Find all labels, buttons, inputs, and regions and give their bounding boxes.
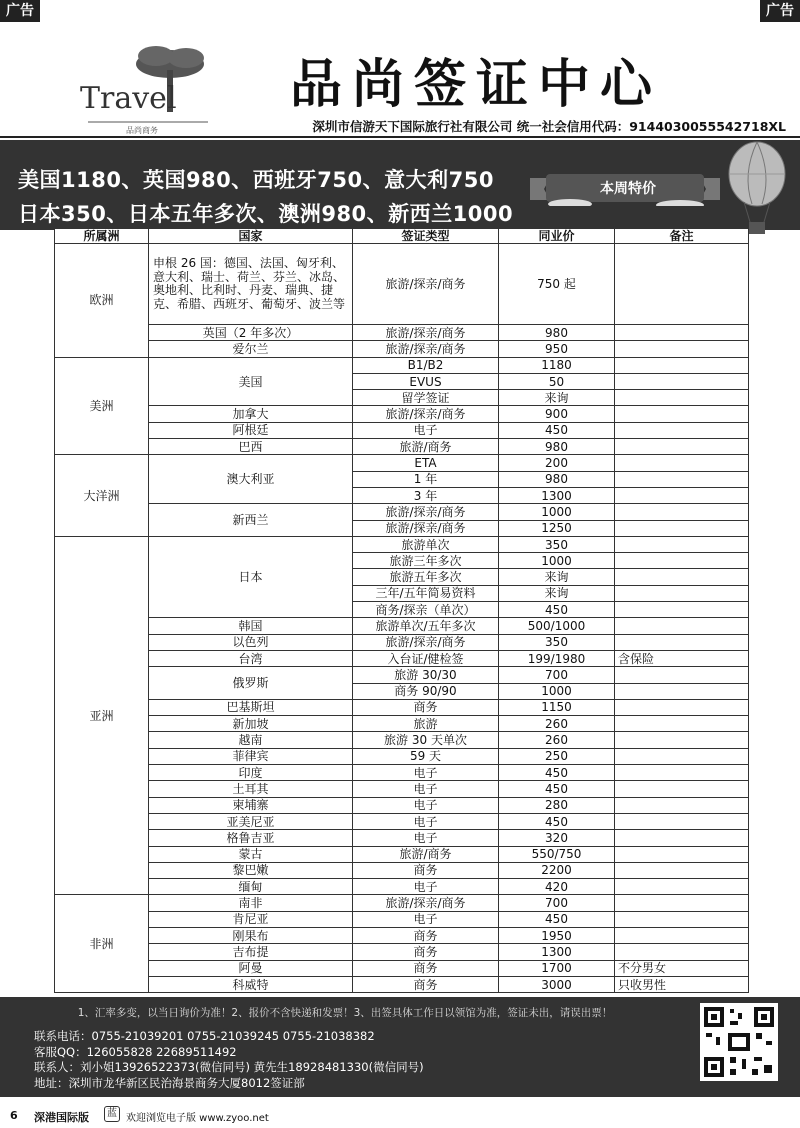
- header-price: 同业价: [499, 229, 615, 244]
- type-cell: 电子: [353, 781, 499, 797]
- ad-label-right: 广告: [760, 0, 800, 22]
- remark-cell: [615, 781, 749, 797]
- price-cell: 50: [499, 373, 615, 389]
- price-cell: 980: [499, 439, 615, 455]
- remark-cell: 只收男性: [615, 976, 749, 992]
- remark-cell: [615, 927, 749, 943]
- table-row: [55, 830, 749, 846]
- contact-block: [34, 1029, 424, 1091]
- remark-cell: [615, 406, 749, 422]
- type-cell: 旅游 30 天单次: [353, 732, 499, 748]
- table-row: [55, 960, 749, 976]
- remark-cell: [615, 244, 749, 325]
- header: [0, 22, 800, 138]
- header-country: 国家: [149, 229, 353, 244]
- continent-cell: 欧洲: [55, 244, 149, 358]
- price-cell: 350: [499, 634, 615, 650]
- table-row: [55, 911, 749, 927]
- country-cell: 韩国: [149, 618, 353, 634]
- country-cell: 巴西: [149, 439, 353, 455]
- type-cell: 旅游 30/30: [353, 667, 499, 683]
- price-cell: 1000: [499, 683, 615, 699]
- price-cell: 200: [499, 455, 615, 471]
- table-row: [55, 422, 749, 438]
- type-cell: 旅游/探亲/商务: [353, 634, 499, 650]
- type-cell: 旅游单次: [353, 536, 499, 552]
- price-cell: 700: [499, 667, 615, 683]
- country-cell: 格鲁吉亚: [149, 830, 353, 846]
- continent-cell: 非洲: [55, 895, 149, 993]
- remark-cell: [615, 699, 749, 715]
- type-cell: 电子: [353, 797, 499, 813]
- price-cell: 550/750: [499, 846, 615, 862]
- country-cell: 俄罗斯: [149, 667, 353, 700]
- table-row: [55, 667, 749, 683]
- type-cell: 三年/五年简易资料: [353, 585, 499, 601]
- edition-label: 深港国际版: [34, 1111, 89, 1124]
- price-cell: 来询: [499, 390, 615, 406]
- table-row: [55, 813, 749, 829]
- type-cell: 商务/探亲（单次）: [353, 602, 499, 618]
- type-cell: 电子: [353, 422, 499, 438]
- table-row: [55, 244, 749, 325]
- type-cell: 旅游/商务: [353, 439, 499, 455]
- remark-cell: 含保险: [615, 650, 749, 666]
- remark-cell: [615, 520, 749, 536]
- publication-mark-icon: 蓝: [104, 1106, 120, 1122]
- logo-sub: 品尚商务: [126, 126, 158, 135]
- country-cell: 肯尼亚: [149, 911, 353, 927]
- remark-cell: [615, 667, 749, 683]
- price-cell: 260: [499, 732, 615, 748]
- type-cell: 商务: [353, 862, 499, 878]
- table-row: [55, 716, 749, 732]
- price-cell: 1000: [499, 504, 615, 520]
- continent-cell: 亚洲: [55, 536, 149, 895]
- price-cell: 1180: [499, 357, 615, 373]
- type-cell: 商务: [353, 976, 499, 992]
- price-cell: 350: [499, 536, 615, 552]
- type-cell: 旅游/探亲/商务: [353, 406, 499, 422]
- remark-cell: [615, 634, 749, 650]
- price-cell: 450: [499, 781, 615, 797]
- remark-cell: [615, 602, 749, 618]
- price-cell: 250: [499, 748, 615, 764]
- price-cell: 1950: [499, 927, 615, 943]
- remark-cell: [615, 439, 749, 455]
- table-row: [55, 944, 749, 960]
- type-cell: 商务 90/90: [353, 683, 499, 699]
- remark-cell: [615, 830, 749, 846]
- remark-cell: [615, 553, 749, 569]
- type-cell: 电子: [353, 813, 499, 829]
- type-cell: 商务: [353, 960, 499, 976]
- qr-code-icon: [700, 1003, 778, 1081]
- type-cell: 旅游/探亲/商务: [353, 341, 499, 357]
- type-cell: 1 年: [353, 471, 499, 487]
- remark-cell: [615, 911, 749, 927]
- price-cell: 320: [499, 830, 615, 846]
- page-bottom-bar: [0, 1106, 800, 1128]
- remark-cell: [615, 569, 749, 585]
- type-cell: 电子: [353, 879, 499, 895]
- price-cell: 450: [499, 422, 615, 438]
- price-cell: 1150: [499, 699, 615, 715]
- remark-cell: [615, 895, 749, 911]
- price-cell: 450: [499, 765, 615, 781]
- visa-price-table: [54, 228, 749, 993]
- remark-cell: 不分男女: [615, 960, 749, 976]
- welcome-link[interactable]: 欢迎浏览电子版 www.zyoo.net: [126, 1113, 269, 1124]
- contact-footer: [0, 997, 800, 1097]
- remark-cell: [615, 944, 749, 960]
- price-cell: 980: [499, 325, 615, 341]
- remark-cell: [615, 879, 749, 895]
- price-cell: 199/1980: [499, 650, 615, 666]
- table-row: [55, 797, 749, 813]
- table-row: [55, 895, 749, 911]
- table-row: [55, 976, 749, 992]
- brand-title: 品尚签证中心: [290, 54, 663, 115]
- price-notes: 1、汇率多变，以当日询价为准！2、报价不含快递和发票！3、出签具体工作日以领馆为准，签证未出，请误出票！: [77, 1007, 613, 1019]
- remark-cell: [615, 455, 749, 471]
- remark-cell: [615, 585, 749, 601]
- table-header-row: [55, 229, 749, 244]
- ad-label-left: 广告: [0, 0, 40, 22]
- type-cell: 旅游/探亲/商务: [353, 244, 499, 325]
- remark-cell: [615, 487, 749, 503]
- price-cell: 420: [499, 879, 615, 895]
- remark-cell: [615, 748, 749, 764]
- type-cell: 商务: [353, 927, 499, 943]
- table-row: [55, 879, 749, 895]
- price-cell: 450: [499, 813, 615, 829]
- remark-cell: [615, 341, 749, 357]
- table-row: [55, 455, 749, 471]
- country-cell: 科威特: [149, 976, 353, 992]
- country-cell: 南非: [149, 895, 353, 911]
- type-cell: 59 天: [353, 748, 499, 764]
- country-cell: 英国（2 年多次）: [149, 325, 353, 341]
- type-cell: 旅游三年多次: [353, 553, 499, 569]
- visa-price-table-wrap: [54, 228, 748, 993]
- country-cell: 印度: [149, 765, 353, 781]
- table-row: [55, 650, 749, 666]
- table-row: [55, 846, 749, 862]
- country-cell: 巴基斯坦: [149, 699, 353, 715]
- price-cell: 950: [499, 341, 615, 357]
- remark-cell: [615, 683, 749, 699]
- type-cell: 电子: [353, 830, 499, 846]
- price-cell: 1700: [499, 960, 615, 976]
- type-cell: 旅游/探亲/商务: [353, 325, 499, 341]
- type-cell: 旅游五年多次: [353, 569, 499, 585]
- remark-cell: [615, 732, 749, 748]
- weekly-special-label: 本周特价: [600, 181, 656, 197]
- type-cell: 商务: [353, 944, 499, 960]
- price-cell: 900: [499, 406, 615, 422]
- type-cell: EVUS: [353, 373, 499, 389]
- country-cell: 越南: [149, 732, 353, 748]
- type-cell: 旅游/探亲/商务: [353, 895, 499, 911]
- header-continent: 所属洲: [55, 229, 149, 244]
- price-cell: 980: [499, 471, 615, 487]
- type-cell: 电子: [353, 911, 499, 927]
- type-cell: 3 年: [353, 487, 499, 503]
- table-row: [55, 927, 749, 943]
- promo-line-1: 美国1180、英国980、西班牙750、意大利750: [18, 168, 494, 192]
- continent-cell: 美洲: [55, 357, 149, 455]
- table-row: [55, 406, 749, 422]
- price-cell: 450: [499, 911, 615, 927]
- country-cell: 吉布提: [149, 944, 353, 960]
- price-cell: 1000: [499, 553, 615, 569]
- remark-cell: [615, 813, 749, 829]
- remark-cell: [615, 373, 749, 389]
- country-cell: 台湾: [149, 650, 353, 666]
- address-line: 地址：深圳市龙华新区民治海景商务大厦8012签证部: [34, 1075, 305, 1090]
- table-row: [55, 732, 749, 748]
- table-row: [55, 536, 749, 552]
- promo-line-2: 日本350、日本五年多次、澳洲980、新西兰1000: [18, 202, 514, 226]
- remark-cell: [615, 846, 749, 862]
- table-row: [55, 439, 749, 455]
- remark-cell: [615, 422, 749, 438]
- continent-cell: 大洋洲: [55, 455, 149, 536]
- type-cell: 入台证/健检签: [353, 650, 499, 666]
- remark-cell: [615, 797, 749, 813]
- table-row: [55, 781, 749, 797]
- country-cell: 新加坡: [149, 716, 353, 732]
- type-cell: 旅游/探亲/商务: [353, 520, 499, 536]
- type-cell: 旅游/商务: [353, 846, 499, 862]
- price-cell: 2200: [499, 862, 615, 878]
- table-row: [55, 504, 749, 520]
- table-row: [55, 357, 749, 373]
- header-remark: 备注: [615, 229, 749, 244]
- hot-air-balloon-icon: [722, 140, 792, 236]
- price-cell: 280: [499, 797, 615, 813]
- logo-word: Travel: [80, 81, 177, 116]
- country-cell: 黎巴嫩: [149, 862, 353, 878]
- price-cell: 来询: [499, 585, 615, 601]
- remark-cell: [615, 536, 749, 552]
- country-cell: 土耳其: [149, 781, 353, 797]
- type-cell: 商务: [353, 699, 499, 715]
- table-row: [55, 765, 749, 781]
- country-cell: 柬埔寨: [149, 797, 353, 813]
- table-row: [55, 862, 749, 878]
- table-row: [55, 325, 749, 341]
- country-cell: 美国: [149, 357, 353, 406]
- type-cell: 旅游: [353, 716, 499, 732]
- type-cell: B1/B2: [353, 357, 499, 373]
- price-cell: 1250: [499, 520, 615, 536]
- price-cell: 1300: [499, 944, 615, 960]
- remark-cell: [615, 390, 749, 406]
- table-row: [55, 748, 749, 764]
- price-cell: 来询: [499, 569, 615, 585]
- contact-person-line: 联系人：刘小姐13926522373(微信同号) 黄先生18928481330(微信同号): [34, 1060, 424, 1074]
- country-cell: 缅甸: [149, 879, 353, 895]
- country-cell: 菲律宾: [149, 748, 353, 764]
- company-line: 深圳市信游天下国际旅行社有限公司 统一社会信用代码：914403005554​2718XL: [312, 119, 786, 134]
- country-cell: 阿根廷: [149, 422, 353, 438]
- country-cell: 以色列: [149, 634, 353, 650]
- phone-line: 联系电话：0755-21039201 0755-21039245 0755-21038382: [34, 1029, 375, 1043]
- type-cell: ETA: [353, 455, 499, 471]
- country-cell: 阿曼: [149, 960, 353, 976]
- table-row: [55, 699, 749, 715]
- table-row: [55, 634, 749, 650]
- price-cell: 3000: [499, 976, 615, 992]
- remark-cell: [615, 862, 749, 878]
- country-cell: 亚美尼亚: [149, 813, 353, 829]
- country-cell: 申根 26 国：德国、法国、匈牙利、意大利、瑞士、荷兰、芬兰、冰岛、奥地利、比利时、丹麦、瑞典、捷克、希腊、西班牙、葡萄牙、波兰等: [149, 244, 353, 325]
- country-cell: 爱尔兰: [149, 341, 353, 357]
- type-cell: 旅游/探亲/商务: [353, 504, 499, 520]
- price-cell: 450: [499, 602, 615, 618]
- country-cell: 加拿大: [149, 406, 353, 422]
- price-cell: 500/1000: [499, 618, 615, 634]
- price-cell: 260: [499, 716, 615, 732]
- table-row: [55, 341, 749, 357]
- qq-line: 客服QQ：126055828 22689511492: [34, 1044, 237, 1059]
- page-number: 6: [10, 1109, 18, 1122]
- country-cell: 澳大利亚: [149, 455, 353, 504]
- remark-cell: [615, 471, 749, 487]
- country-cell: 蒙古: [149, 846, 353, 862]
- price-cell: 1300: [499, 487, 615, 503]
- remark-cell: [615, 325, 749, 341]
- price-cell: 700: [499, 895, 615, 911]
- remark-cell: [615, 357, 749, 373]
- remark-cell: [615, 765, 749, 781]
- country-cell: 日本: [149, 536, 353, 617]
- type-cell: 留学签证: [353, 390, 499, 406]
- country-cell: 刚果布: [149, 927, 353, 943]
- remark-cell: [615, 618, 749, 634]
- type-cell: 电子: [353, 765, 499, 781]
- remark-cell: [615, 504, 749, 520]
- type-cell: 旅游单次/五年多次: [353, 618, 499, 634]
- table-row: [55, 618, 749, 634]
- header-visa-type: 签证类型: [353, 229, 499, 244]
- travel-logo: [78, 40, 218, 135]
- remark-cell: [615, 716, 749, 732]
- country-cell: 新西兰: [149, 504, 353, 537]
- price-cell: 750 起: [499, 244, 615, 325]
